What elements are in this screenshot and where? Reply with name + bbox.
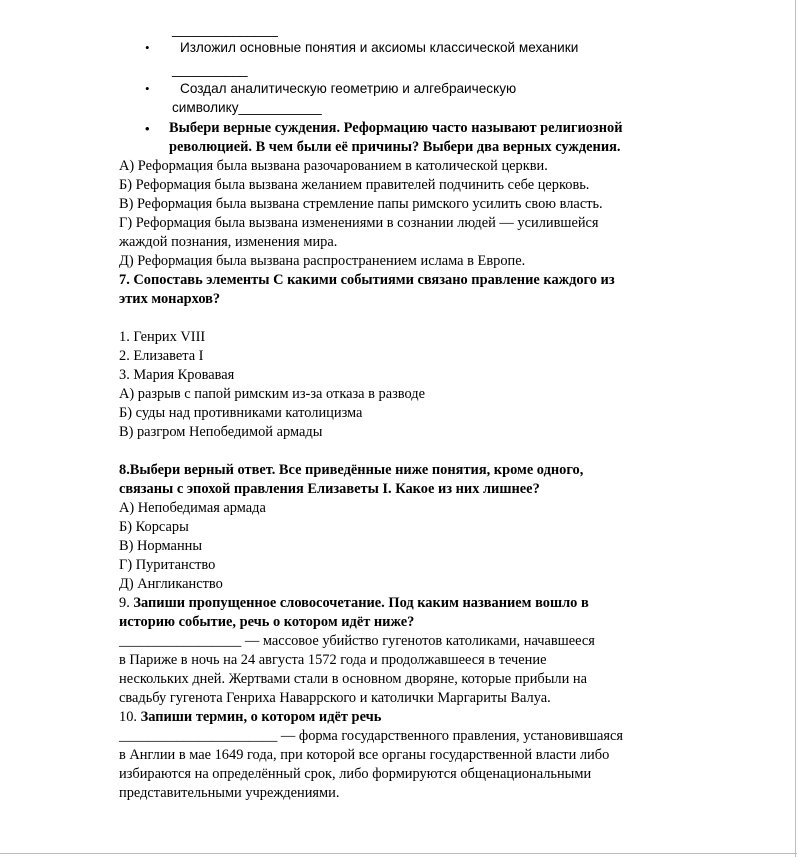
question-title: [119, 594, 589, 613]
list-item-continuation: символику___________: [172, 100, 322, 115]
answer-option: Г) Реформация была вызвана изменениями в сознании людей — усилившейся: [119, 215, 599, 231]
answer-option: А) Непобедимая армада: [119, 500, 266, 516]
paragraph-line: представительными учреждениями.: [119, 785, 340, 801]
list-item: Создал аналитическую геометрию и алгебраическую: [180, 81, 517, 96]
question-title-text: Запиши термин, о котором идёт речь: [140, 709, 382, 725]
answer-option: Б) Корсары: [119, 519, 189, 535]
answer-option: В) Норманны: [119, 538, 203, 554]
list-item: 3. Мария Кровавая: [119, 367, 235, 383]
page-bottom-border: [0, 853, 797, 854]
paragraph-line: ______________________ — форма государственного правления, установившаяся: [119, 728, 623, 744]
answer-option: жаждой познания, изменения мира.: [119, 234, 338, 250]
question-title: связаны с эпохой правления Елизаветы I. Какое из них лишнее?: [119, 481, 540, 497]
question-title: 8.Выбери верный ответ. Все приведённые ниже понятия, кроме одного,: [119, 462, 584, 478]
answer-option: А) Реформация была вызвана разочарованием в католической церкви.: [119, 158, 548, 174]
answer-option: Б) Реформация была вызвана желанием правителей подчинить себе церковь.: [119, 177, 590, 193]
question-title: [119, 708, 381, 727]
question-title-text: Запиши пропущенное словосочетание. Под каким названием вошло в: [133, 595, 589, 611]
paragraph-line: _________________ — массовое убийство гугенотов католиками, начавшееся: [119, 633, 595, 649]
answer-option: В) Реформация была вызвана стремление папы римского усилить свою власть.: [119, 196, 603, 212]
blank-line: ______________: [172, 22, 278, 37]
paragraph-line: свадьбу гугенота Генриха Наваррского и католички Маргариты Валуа.: [119, 690, 551, 706]
list-item: Изложил основные понятия и аксиомы классической механики: [180, 40, 579, 55]
question-title: 7. Сопоставь элементы С какими событиями связано правление каждого из: [119, 272, 615, 288]
paragraph-line: в Париже в ночь на 24 августа 1572 года и продолжавшееся в течение: [119, 652, 547, 668]
answer-option: Г) Пуританство: [119, 557, 216, 573]
list-item: 2. Елизавета I: [119, 348, 204, 364]
paragraph-line: избираются на определённый срок, либо формируются общенациональными: [119, 766, 592, 782]
question-number: 10.: [119, 709, 141, 725]
question-title: революцией. В чем были её причины? Выбери два верных суждения.: [169, 139, 621, 155]
blank-line: __________: [172, 62, 248, 77]
question-number: 9.: [119, 595, 134, 611]
answer-option: Д) Англиканство: [119, 576, 223, 592]
list-item: А) разрыв с папой римским из-за отказа в разводе: [119, 386, 425, 402]
bullet-icon: •: [145, 121, 150, 136]
list-item: Б) суды над противниками католицизма: [119, 405, 363, 421]
answer-option: Д) Реформация была вызвана распространением ислама в Европе.: [119, 253, 526, 269]
question-title: Выбери верные суждения. Реформацию часто называют религиозной: [169, 120, 623, 136]
list-item: 1. Генрих VIII: [119, 329, 206, 345]
page-right-border: [795, 0, 796, 857]
bullet-icon: •: [145, 40, 150, 55]
paragraph-line: нескольких дней. Жертвами стали в основном дворяне, которые прибыли на: [119, 671, 587, 687]
list-item: В) разгром Непобедимой армады: [119, 424, 323, 440]
question-title: этих монархов?: [119, 291, 221, 307]
question-title: историю событие, речь о котором идёт ниже?: [119, 614, 415, 630]
paragraph-line: в Англии в мае 1649 года, при которой все органы государственной власти либо: [119, 747, 610, 763]
bullet-icon: •: [145, 81, 150, 96]
